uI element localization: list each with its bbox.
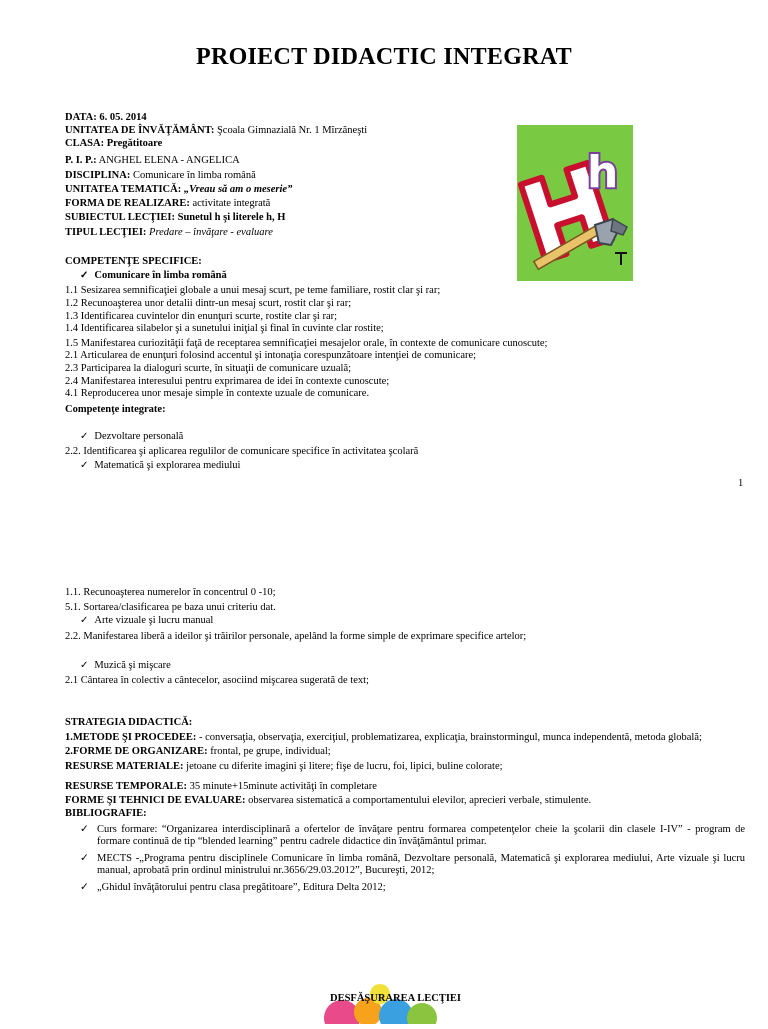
school-value: Şcoala Gimnazială Nr. 1 Mîrzăneşti: [214, 125, 368, 136]
bibliography-heading: BIBLIOGRAFIE:: [65, 808, 147, 819]
page-title: PROIECT DIDACTIC INTEGRAT: [195, 44, 572, 70]
muzica-label: ✓ Muzică şi mişcare: [80, 660, 171, 671]
integrated-heading: Competenţe integrate:: [65, 404, 166, 415]
materials-label: RESURSE MATERIALE:: [65, 761, 184, 772]
checkmark-icon: ✓: [80, 460, 89, 471]
letter-h-hammer-icon: [517, 125, 633, 281]
competency-1-5: 1.5 Manifestarea curiozităţii faţă de receptarea semnificaţiei mesajelor orale, în contexte de comunicare cunoscute;: [65, 338, 548, 349]
competencies-heading: COMPETENŢE SPECIFICE:: [65, 256, 202, 267]
date-line: DATA: 6. 05. 2014: [65, 112, 147, 123]
bibliography-item-3: „Ghidul învăţătorului pentru clasa pregătitoare”, Editura Delta 2012;: [97, 882, 386, 893]
teacher-label: P. I. P.:: [65, 155, 97, 166]
dezvoltare-item: 2.2. Identificarea şi aplicarea regulilor de comunicare specifice în activitatea şcolară: [65, 446, 419, 457]
competency-4-1: 4.1 Reproducerea unor mesaje simple în contexte uzuale de comunicare.: [65, 388, 370, 399]
competency-1-4: 1.4 Identificarea silabelor şi a sunetului iniţial şi final în cuvinte clar rostite;: [65, 323, 384, 334]
time-value: 35 minute+15minute activităţi în completare: [187, 781, 377, 792]
teacher-line: [65, 155, 240, 167]
school-label: UNITATEA DE ÎNVĂŢĂMÂNT:: [65, 125, 215, 136]
materials-line: [65, 761, 503, 773]
checkmark-icon: ✓: [80, 431, 89, 442]
letter-h-logo: [517, 125, 633, 281]
school-line: [65, 125, 367, 137]
checkmark-icon: ✓: [80, 824, 89, 835]
competency-2-4: 2.4 Manifestarea interesului pentru exprimarea de idei în contexte cunoscute;: [65, 376, 390, 387]
type-line: [65, 227, 273, 239]
subject-value: Sunetul h şi literele h, H: [175, 212, 286, 223]
form-line: [65, 198, 270, 210]
checkmark-icon: ✓: [80, 853, 89, 864]
competency-1-1: 1.1 Sesizarea semnificaţiei globale a unui mesaj scurt, pe teme familiare, rostit clar şi rar;: [65, 285, 441, 296]
svg-text:h: h: [587, 147, 619, 198]
discipline-value: Comunicare în limba română: [130, 170, 256, 181]
competency-1-3: 1.3 Identificarea cuvintelor din enunţuri scurte, rostite clar şi rar;: [65, 311, 338, 322]
evaluation-line: [65, 795, 591, 807]
arte-item: 2.2. Manifestarea liberă a ideilor şi trăirilor personale, apelând la forme simple de exprimare specifice artelor;: [65, 631, 527, 642]
theme-line: [65, 184, 292, 196]
bibliography-item-1: Curs formare: “Organizarea interdisciplinară a ofertelor de învăţare pentru formarea competenţelor cheie la şcolarii din clasele I-IV” - program de formare continuă de tip “blended learning” pentru cadrele didactice din învăţământul primar.: [97, 824, 745, 847]
matematica-label: ✓ Matematică şi explorarea mediului: [80, 460, 241, 471]
organization-value: frontal, pe grupe, individual;: [207, 746, 331, 757]
materials-value: jetoane cu diferite imagini şi litere; fişe de lucru, foi, lipici, buline colorate;: [183, 761, 503, 772]
methods-line: [65, 732, 702, 744]
time-line: [65, 781, 377, 793]
subject-label: SUBIECTUL LECŢIEI:: [65, 212, 175, 223]
strategy-heading: STRATEGIA DIDACTICĂ:: [65, 717, 193, 728]
methods-label: 1.METODE ŞI PROCEDEE:: [65, 732, 197, 743]
arte-label: ✓ Arte vizuale şi lucru manual: [80, 615, 214, 626]
evaluation-label: FORME ŞI TEHNICI DE EVALUARE:: [65, 795, 246, 806]
theme-label: UNITATEA TEMATICĂ:: [65, 184, 182, 195]
bibliography-item-2: MECTS -„Programa pentru disciplinele Comunicare în limba română, Dezvoltare personală, Matematică şi explorarea mediului, Arte vizuale şi lucru manual, aprobată prin ordinul ministrului nr.3656/29.03.2012”, Bucureşti, 2012;: [97, 853, 745, 876]
muzica-item: 2.1 Cântarea în colectiv a cântecelor, asociind mişcarea sugerată de text;: [65, 675, 369, 686]
lesson-heading: DESFĂŞURAREA LECŢIEI: [330, 993, 461, 1004]
form-value: activitate integrată: [189, 198, 271, 209]
matematica-item-1: 1.1. Recunoaşterea numerelor în concentrul 0 -10;: [65, 587, 276, 598]
competency-2-1: 2.1 Articularea de enunţuri folosind accentul şi intonaţia corespunzătoare intenţiei de comunicare;: [65, 350, 477, 361]
competency-2-3: 2.3 Participarea la dialoguri scurte, în situaţii de comunicare uzuală;: [65, 363, 352, 374]
competencies-subject: ✓ Comunicare în limba română: [80, 270, 227, 281]
discipline-label: DISCIPLINA:: [65, 170, 131, 181]
type-label: TIPUL LECŢIEI:: [65, 227, 147, 238]
checkmark-icon: ✓: [80, 270, 89, 281]
discipline-line: [65, 170, 256, 182]
page-number: 1: [738, 478, 744, 489]
theme-value: „Vreau să am o meserie”: [181, 184, 293, 195]
evaluation-value: observarea sistematică a comportamentului elevilor, aprecieri verbale, stimulente.: [245, 795, 592, 806]
methods-value: - conversaţia, observaţia, exerciţiul, problematizarea, explicaţia, brainstormingul, munca independentă, metoda globală;: [196, 732, 702, 743]
dezvoltare-label: ✓ Dezvoltare personală: [80, 431, 184, 442]
subject-line: [65, 212, 285, 224]
form-label: FORMA DE REALIZARE:: [65, 198, 190, 209]
competency-1-2: 1.2 Recunoaşterea unor detalii dintr-un mesaj scurt, rostit clar şi rar;: [65, 298, 352, 309]
checkmark-icon: ✓: [80, 660, 89, 671]
matematica-item-2: 5.1. Sortarea/clasificarea pe baza unui criteriu dat.: [65, 602, 276, 613]
time-label: RESURSE TEMPORALE:: [65, 781, 188, 792]
checkmark-icon: ✓: [80, 615, 89, 626]
checkmark-icon: ✓: [80, 882, 89, 893]
type-value: Predare – învăţare - evaluare: [146, 227, 273, 238]
class-line: CLASA: Pregătitoare: [65, 138, 163, 149]
teacher-value: ANGHEL ELENA - ANGELICA: [96, 155, 240, 166]
organization-line: [65, 746, 331, 758]
organization-label: 2.FORME DE ORGANIZARE:: [65, 746, 208, 757]
